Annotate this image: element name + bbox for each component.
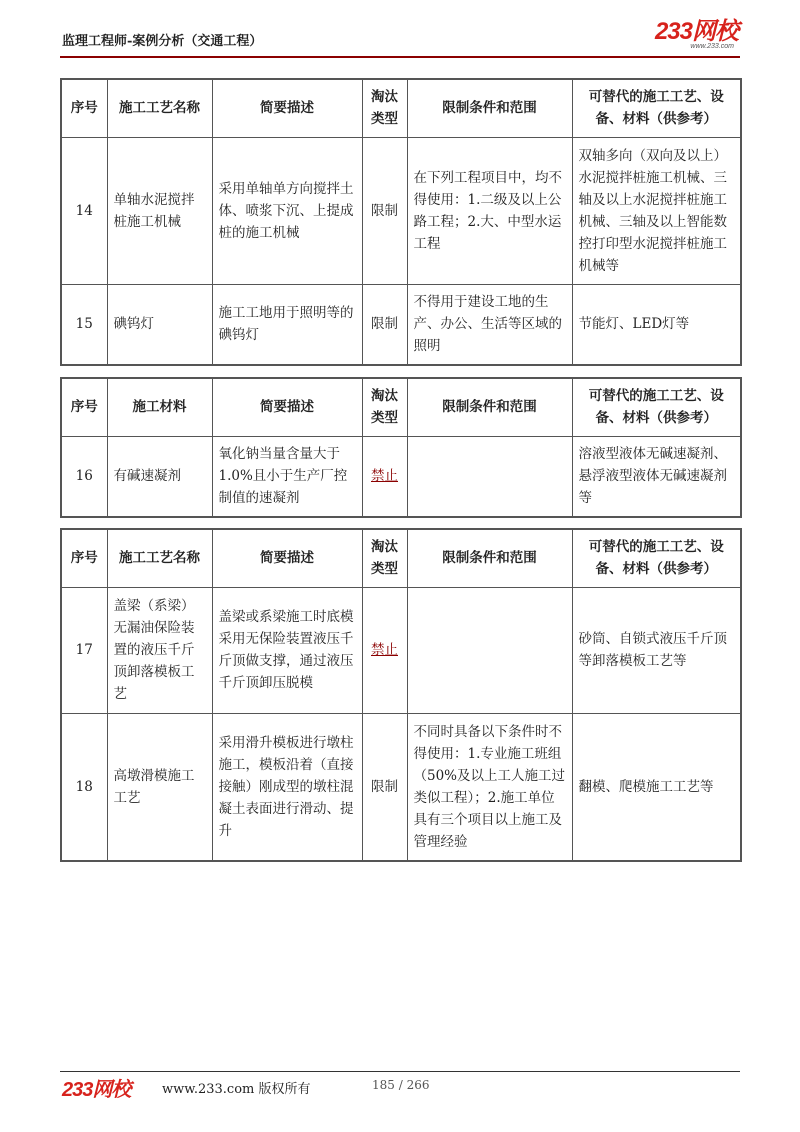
header-cell: 可替代的施工工艺、设备、材料（供参考） — [572, 79, 741, 137]
header-cell: 淘汰类型 — [362, 529, 407, 587]
row-number: 14 — [61, 137, 107, 284]
table-row — [61, 587, 741, 713]
alternative-options: 翻模、爬模施工工艺等 — [572, 713, 741, 861]
restriction-scope — [407, 587, 572, 713]
restriction-scope: 不得用于建设工地的生产、办公、生活等区域的照明 — [407, 284, 572, 365]
header-cell: 限制条件和范围 — [407, 378, 572, 436]
regulation-table-3 — [60, 528, 742, 862]
header-cell: 简要描述 — [212, 529, 362, 587]
page-header-title: 监理工程师-案例分析（交通工程） — [62, 34, 263, 49]
elimination-type-text[interactable]: 禁止 — [371, 468, 398, 485]
header-cell: 施工材料 — [107, 378, 212, 436]
table-header-row — [61, 378, 741, 436]
elimination-type-link[interactable] — [362, 587, 407, 713]
header-cell: 简要描述 — [212, 378, 362, 436]
header-cell: 序号 — [61, 79, 107, 137]
table-row — [61, 713, 741, 861]
header-cell: 可替代的施工工艺、设备、材料（供参考） — [572, 378, 741, 436]
brand-logo-url: www.233.com — [690, 43, 734, 50]
header-cell: 序号 — [61, 378, 107, 436]
item-description: 施工工地用于照明等的碘钨灯 — [212, 284, 362, 365]
table-row — [61, 436, 741, 517]
item-name: 高墩滑模施工工艺 — [107, 713, 212, 861]
elimination-type-text[interactable]: 禁止 — [371, 642, 398, 658]
header-cell: 序号 — [61, 529, 107, 587]
footer-logo: 233网校 — [62, 1079, 131, 1101]
restriction-scope: 不同时具备以下条件时不得使用：1.专业施工班组（50%及以上工人施工过类似工程）；2.施工单位具有三个项目以上施工及管理经验 — [407, 713, 572, 861]
item-description: 盖梁或系梁施工时底模采用无保险装置液压千斤顶做支撑，通过液压千斤顶卸压脱模 — [212, 587, 362, 713]
row-number: 16 — [61, 436, 107, 517]
item-name: 盖梁（系梁）无漏油保险装置的液压千斤顶卸落模板工艺 — [107, 587, 212, 713]
alternative-options: 溶液型液体无碱速凝剂、悬浮液型液体无碱速凝剂等 — [572, 436, 741, 517]
table-row — [61, 137, 741, 284]
alternative-options: 双轴多向（双向及以上）水泥搅拌桩施工机械、三轴及以上水泥搅拌桩施工机械、三轴及以上智能数控打印型水泥搅拌桩施工机械等 — [572, 137, 741, 284]
brand-logo-text: 233网校 — [654, 18, 738, 45]
elimination-type: 限制 — [362, 284, 407, 365]
header-cell: 限制条件和范围 — [407, 79, 572, 137]
item-name: 单轴水泥搅拌桩施工机械 — [107, 137, 212, 284]
regulation-table-1 — [60, 78, 742, 366]
header-cell: 淘汰类型 — [362, 79, 407, 137]
alternative-options: 节能灯、LED灯等 — [572, 284, 741, 365]
header-cell: 施工工艺名称 — [107, 79, 212, 137]
elimination-type-link[interactable] — [362, 436, 407, 517]
header-cell: 施工工艺名称 — [107, 529, 212, 587]
regulation-table-2 — [60, 377, 742, 518]
page-number: 185 / 266 — [372, 1078, 430, 1092]
header-cell: 淘汰类型 — [362, 378, 407, 436]
elimination-type: 限制 — [362, 713, 407, 861]
item-name: 碘钨灯 — [107, 284, 212, 365]
row-number: 15 — [61, 284, 107, 365]
item-name: 有碱速凝剂 — [107, 436, 212, 517]
row-number: 18 — [61, 713, 107, 861]
header-cell: 简要描述 — [212, 79, 362, 137]
table-header-row — [61, 79, 741, 137]
header-cell: 可替代的施工工艺、设备、材料（供参考） — [572, 529, 741, 587]
header-cell: 限制条件和范围 — [407, 529, 572, 587]
footer-copyright: www.233.com 版权所有 — [162, 1082, 311, 1097]
header-divider — [60, 56, 740, 58]
alternative-options: 砂筒、自锁式液压千斤顶等卸落模板工艺等 — [572, 587, 741, 713]
brand-logo — [655, 20, 738, 50]
restriction-scope: 在下列工程项目中，均不得使用：1.二级及以上公路工程；2.大、中型水运工程 — [407, 137, 572, 284]
table-row — [61, 284, 741, 365]
footer-divider — [60, 1071, 740, 1072]
item-description: 氧化钠当量含量大于1.0%且小于生产厂控制值的速凝剂 — [212, 436, 362, 517]
item-description: 采用滑升模板进行墩柱施工，模板沿着（直接接触）刚成型的墩柱混凝土表面进行滑动、提升 — [212, 713, 362, 861]
elimination-type: 限制 — [362, 137, 407, 284]
table-header-row — [61, 529, 741, 587]
row-number: 17 — [61, 587, 107, 713]
item-description: 采用单轴单方向搅拌土体、喷浆下沉、上提成桩的施工机械 — [212, 137, 362, 284]
restriction-scope — [407, 436, 572, 517]
